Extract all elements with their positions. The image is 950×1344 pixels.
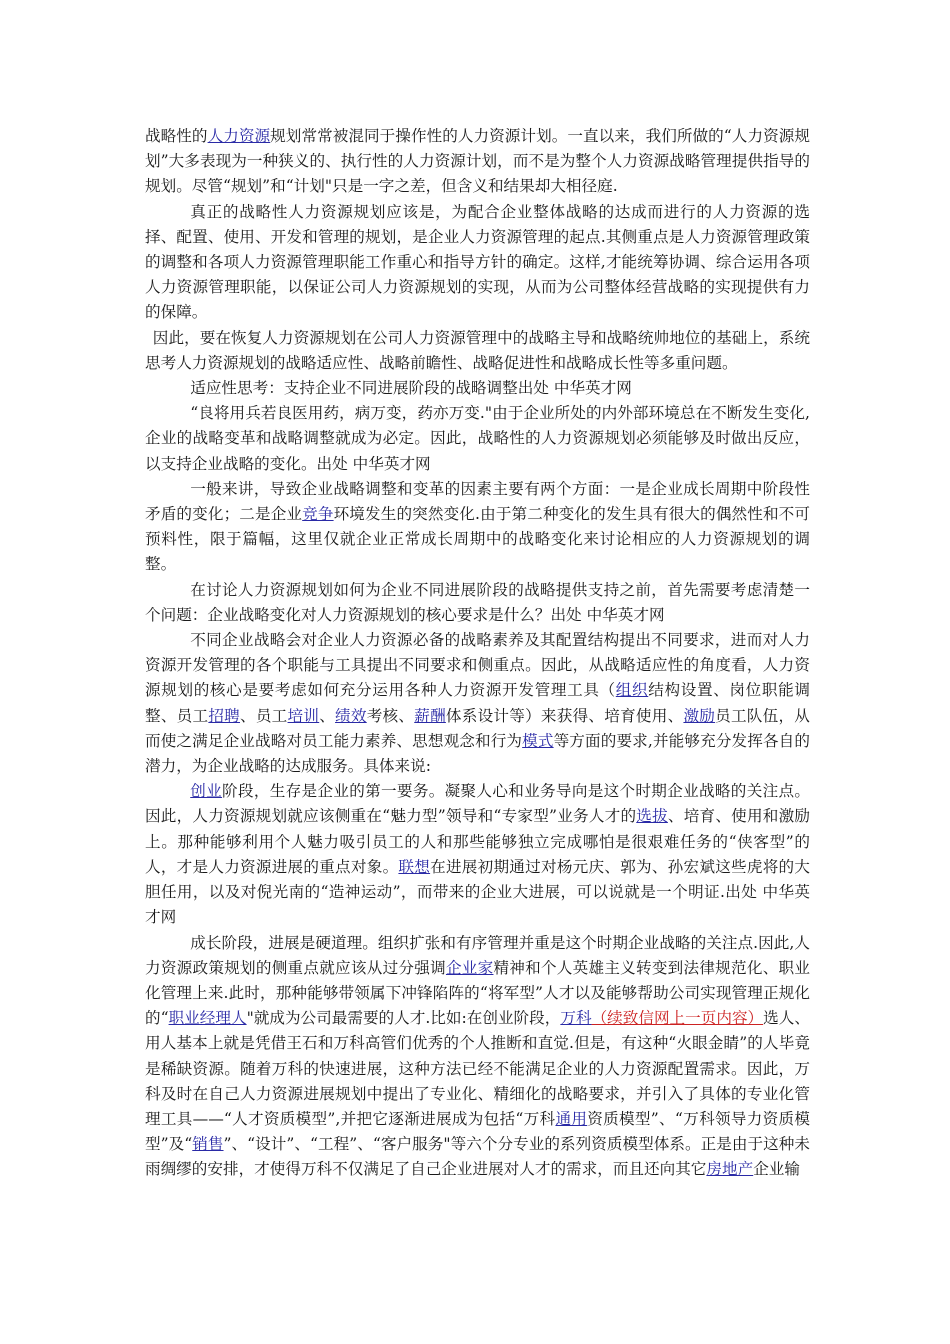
inline-link[interactable]: 房地产 [706,1160,754,1179]
text-run: 等方面的要求,并能够充分发挥各自的潜力，为企业战略的达成服务。具体来说: [145,731,810,776]
text-run: 战略性的 [145,127,208,145]
text-run: 阶段，生存是企业的第一要务。凝聚人心和业务导向是这个时期企业战略的关注点。因此，人力资源规划就应该侧重在“魅力型”领导和“专家型”业务人才的 [145,782,810,826]
inline-link[interactable]: 竞争 [302,505,334,524]
inline-link[interactable]: 培训 [287,706,320,725]
text-run: 资质模型”、“万科领导力资质模型”及“ [145,1109,810,1154]
inline-link[interactable]: 选拔 [636,807,668,826]
text-run: 、员工 [240,706,288,725]
paragraph [145,477,810,578]
inline-link[interactable]: 创业 [190,782,223,801]
text-run: 结构设置、岗位职能调整、员工 [145,681,810,725]
paragraph [145,326,810,376]
text-run: 、培育、使用和激励上。那种能够利用个人魅力吸引员工的人和那些能够独立完成哪怕是很艰难任务的“侠客型”的人，才是人力资源进展的重点对象。 [145,807,810,876]
inline-link[interactable]: （续致信网上一页内容） [591,1009,764,1028]
text-run: 、 [319,706,336,725]
text-run: ”、“设计”、“工程”、“客户服务"等六个分专业的系列资质模型体系。正是由于这种未雨绸缪的安排，才使得万科不仅满足了自己企业进展对人才的需求，而且还向其它 [145,1135,810,1179]
inline-link[interactable]: 组织 [615,681,649,700]
text-run: 考核、 [366,706,415,725]
text-run: 在进展初期通过对杨元庆、郭为、孙宏斌这些虎将的大胆任用，以及对倪光南的“造神运动”，而带来的企业大进展，可以说就是一个明证.出处 中华英才网 [145,857,810,927]
paragraph [145,124,810,200]
text-run: 企业输 [753,1160,800,1179]
text-run: 在讨论人力资源规划如何为企业不同进展阶段的战略提供支持之前，首先需要考虑清楚一个问题：企业战略变化对人力资源规划的核心要求是什么？出处 中华英才网 [145,580,810,624]
inline-link[interactable]: 万科 [560,1009,592,1028]
inline-link[interactable]: 绩效 [335,706,367,725]
paragraph [145,376,810,401]
text-run: 精神和个人英雄主义转变到法律规范化、职业化管理上来.此时，那种能够带领属下冲锋陷阵的“将军型”人才以及能够帮助公司实现管理正规化的“ [145,958,810,1028]
text-run: 适应性思考：支持企业不同进展阶段的战略调整出处 中华英才网 [190,379,632,398]
inline-link[interactable]: 薪酬 [414,706,446,725]
inline-link[interactable]: 联想 [398,857,431,876]
text-run: 体系设计等）来获得、培育使用、 [445,706,684,725]
paragraph [145,779,810,930]
text-run: 成长阶段，进展是硬道理。组织扩张和有序管理并重是这个时期企业战略的关注点.因此,人力资源政策规划的侧重点就应该从过分强调 [145,933,810,977]
inline-link[interactable]: 模式 [522,731,554,750]
text-run: 规划常常被混同于操作性的人力资源计划。一直以来，我们所做的“人力资源规划”大多表现为一种狭义的、执行性的人力资源计划，而不是为整个人力资源战略管理提供指导的规划。尽管“规划”和“计划"只是一字之差，但含义和结果却大相径庭. [145,127,810,196]
text-run: 员工队伍，从而使之满足企业战略对员工能力素养、思想观念和行为 [145,706,810,750]
text-run: 一般来讲，导致企业战略调整和变革的因素主要有两个方面：一是企业成长周期中阶段性矛盾的变化；二是企业 [145,479,810,524]
text-run: "就成为公司最需要的人才.比如:在创业阶段， [246,1009,561,1028]
paragraph [145,931,810,1183]
text-run: 因此，要在恢复人力资源规划在公司人力资源管理中的战略主导和战略统帅地位的基础上，系统思考人力资源规划的战略适应性、战略前瞻性、战略促进性和战略成长性等多重问题。 [145,328,810,372]
inline-link[interactable]: 招聘 [208,706,241,725]
text-run: “良将用兵若良医用药，病万变，药亦万变."由于企业所处的内外部环境总在不断发生变化,企业的战略变革和战略调整就成为必定。因此，战略性的人力资源规划必须能够及时做出反应，以支持企业战略的变化。出处 中华英才网 [145,404,810,473]
article-body [145,124,810,1183]
paragraph [145,401,810,477]
text-run: 真正的战略性人力资源规划应该是，为配合企业整体战略的达成而进行的人力资源的选择、配置、使用、开发和管理的规划，是企业人力资源管理的起点.其侧重点是人力资源管理政策的调整和各项人力资源管理职能工作重心和指导方针的确定。这样,才能统筹协调、综合运用各项人力资源管理职能，以保证公司人力资源规划的实现，从而为公司整体经营战略的实现提供有力的保障。 [145,202,810,322]
inline-link[interactable]: 激励 [683,706,716,725]
text-run: 环境发生的突然变化.由于第二种变化的发生具有很大的偶然性和不可预料性，限于篇幅，这里仅就企业正常成长周期中的战略变化来讨论相应的人力资源规划的调整。 [145,505,810,574]
inline-link[interactable]: 通用 [555,1109,588,1128]
inline-link[interactable]: 企业家 [445,958,494,977]
text-run: 不同企业战略会对企业人力资源必备的战略素养及其配置结构提出不同要求，进而对人力资源开发管理的各个职能与工具提出不同要求和侧重点。因此，从战略适应性的角度看，人力资源规划的核心是要考虑如何充分运用各种人力资源开发管理工具（ [145,631,810,700]
inline-link[interactable]: 人力资源 [207,127,271,145]
paragraph [145,628,810,779]
paragraph [145,200,810,326]
paragraph [145,578,810,628]
inline-link[interactable]: 销售 [192,1135,224,1154]
text-run: 选人、用人基本上就是凭借王石和万科高管们优秀的个人推断和直觉.但是，有这种“火眼金睛”的人毕竟是稀缺资源。随着万科的快速进展，这种方法已经不能满足企业的人力资源配置需求。因此，万科及时在自己人力资源进展规划中提出了专业化、精细化的战略要求，并引入了具体的专业化管理工具——“人才资质模型”,并把它逐渐进展成为包括“万科 [145,1009,810,1128]
inline-link[interactable]: 职业经理人 [168,1009,247,1028]
